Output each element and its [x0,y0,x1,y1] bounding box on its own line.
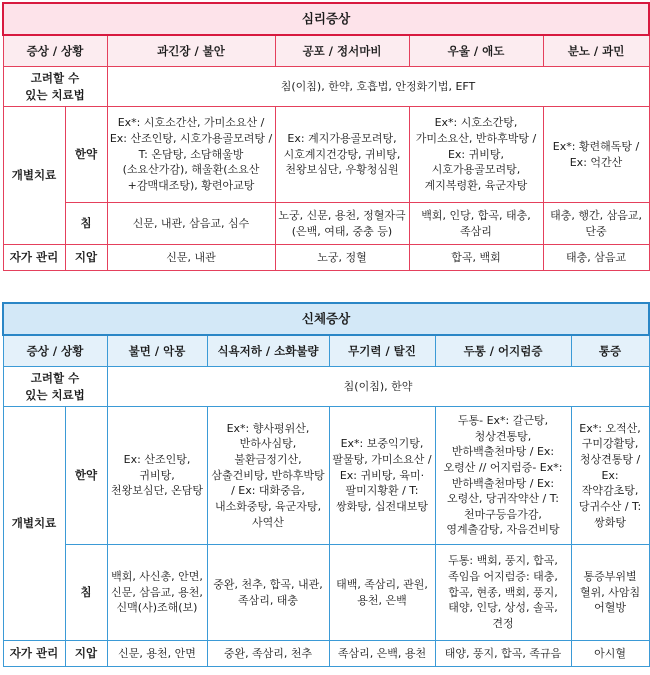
herb-cell: Ex*: 오적산, 구미강활탕, 청상견통탕 / Ex: 작약감초탕, 당귀수산 / T: 쌍화탕 [571,407,649,545]
self-care-row [3,245,649,271]
herb-label: 한약 [65,407,107,545]
treatable-value: 침(이침), 한약 [107,367,649,407]
acu-cell: 백회, 인당, 합곡, 태충, 족삼리 [409,203,543,245]
treatable-label [3,367,107,407]
self-care-cell: 신문, 내관 [107,245,275,271]
acu-label: 침 [65,203,107,245]
treatable-label-line1: 고려할 수 [30,71,80,86]
treatable-value: 침(이침), 한약, 호흡법, 안정화기법, EFT [107,67,649,107]
self-care-cell: 태양, 풍지, 합곡, 족규음 [435,641,571,667]
herb-cell: Ex*: 향사평위산, 반하사심탕, 불환금정기산, 삼출건비탕, 반하후박탕 / Ex: 대화중음, 내소화중탕, 육군자탕, 사역산 [207,407,329,545]
body-symptoms-table [2,302,650,667]
header-cell: 무기력 / 탈진 [329,335,435,367]
herb-row [3,107,649,203]
self-care-cell: 노궁, 정혈 [275,245,409,271]
psych-header-row [3,35,649,67]
acu-cell: 태백, 족삼리, 관원, 용천, 은백 [329,545,435,641]
acu-label: 침 [65,545,107,641]
herb-cell: Ex*: 보중익기탕, 팔물탕, 가미소요산 / Ex: 귀비탕, 육미·팔미지황환 / T: 쌍화탕, 십전대보탕 [329,407,435,545]
herb-row [3,407,649,545]
header-cell: 분노 / 과민 [543,35,649,67]
self-care-cell: 합곡, 백회 [409,245,543,271]
herb-cell: Ex*: 시호소간산, 가미소요산 / Ex: 산조인탕, 시호가용골모려탕 / T: 온담탕, 소담해울방(소요산가감), 해울환(소요산+감맥대조탕), 황련아교탕 [107,107,275,203]
header-cell: 식욕저하 / 소화불량 [207,335,329,367]
acu-cell: 통증부위별 혈위, 사암침 어혈방 [571,545,649,641]
herb-label: 한약 [65,107,107,203]
acu-cell: 중완, 천추, 합곡, 내관, 족삼리, 태충 [207,545,329,641]
self-care-cell: 신문, 용천, 안면 [107,641,207,667]
body-table-title: 신체증상 [3,303,649,335]
herb-cell: Ex: 산조인탕, 귀비탕, 천왕보심단, 온담탕 [107,407,207,545]
acu-cell: 노궁, 신문, 용천, 정혈자극(은백, 여태, 중충 등) [275,203,409,245]
header-cell: 과긴장 / 불안 [107,35,275,67]
acu-cell: 두통: 백회, 풍지, 합곡, 족임읍 어지럼증: 태충, 합곡, 현종, 백회, 풍지, 태양, 인당, 상성, 솔곡, 견정 [435,545,571,641]
self-care-cell: 중완, 족삼리, 천추 [207,641,329,667]
acu-cell: 백회, 사신총, 안면, 신문, 삼음교, 용천, 신맥(사)조해(보) [107,545,207,641]
self-care-row [3,641,649,667]
self-care-cell: 태충, 삼음교 [543,245,649,271]
herb-cell: Ex*: 시호소간탕, 가미소요산, 반하후박탕 / Ex: 귀비탕, 시호가용골모려탕, 계지복령환, 육군자탕 [409,107,543,203]
acu-cell: 신문, 내관, 삼음교, 심수 [107,203,275,245]
treatable-label [3,67,107,107]
header-cell: 우울 / 애도 [409,35,543,67]
self-care-cell: 족삼리, 은백, 용천 [329,641,435,667]
self-care-label: 자가 관리 [3,245,65,271]
individual-treatment-label: 개별치료 [3,107,65,245]
body-header-row [3,335,649,367]
header-cell: 증상 / 상황 [3,35,107,67]
header-cell: 공포 / 정서마비 [275,35,409,67]
header-cell: 통증 [571,335,649,367]
psych-symptoms-table [2,2,650,271]
acu-row [3,545,649,641]
self-care-cell: 아시혈 [571,641,649,667]
treatable-row [3,67,649,107]
acu-cell: 태충, 행간, 삼음교, 단중 [543,203,649,245]
self-care-label: 자가 관리 [3,641,65,667]
treatable-label-line1: 고려할 수 [30,371,80,386]
header-cell: 증상 / 상황 [3,335,107,367]
herb-cell: 두통- Ex*: 갈근탕, 청상견통탕, 반하백출천마탕 / Ex: 오령산 // 어지럼증- Ex*:반하백출천마탕 / Ex: 오령산, 당귀작약산 / T: 천마구등음가감, 영계출감탕, 자음건비탕 [435,407,571,545]
treatable-label-line2: 있는 치료법 [25,87,85,102]
herb-cell: Ex*: 황련해독탕 / Ex: 억간산 [543,107,649,203]
herb-cell: Ex: 계지가용골모려탕, 시호계지건강탕, 귀비탕, 천왕보심단, 우황청심원 [275,107,409,203]
acu-row [3,203,649,245]
acupressure-label: 지압 [65,245,107,271]
treatable-label-line2: 있는 치료법 [25,387,85,402]
header-cell: 두통 / 어지럼증 [435,335,571,367]
acupressure-label: 지압 [65,641,107,667]
treatable-row [3,367,649,407]
psych-table-title: 심리증상 [3,3,649,35]
header-cell: 불면 / 악몽 [107,335,207,367]
individual-treatment-label: 개별치료 [3,407,65,641]
